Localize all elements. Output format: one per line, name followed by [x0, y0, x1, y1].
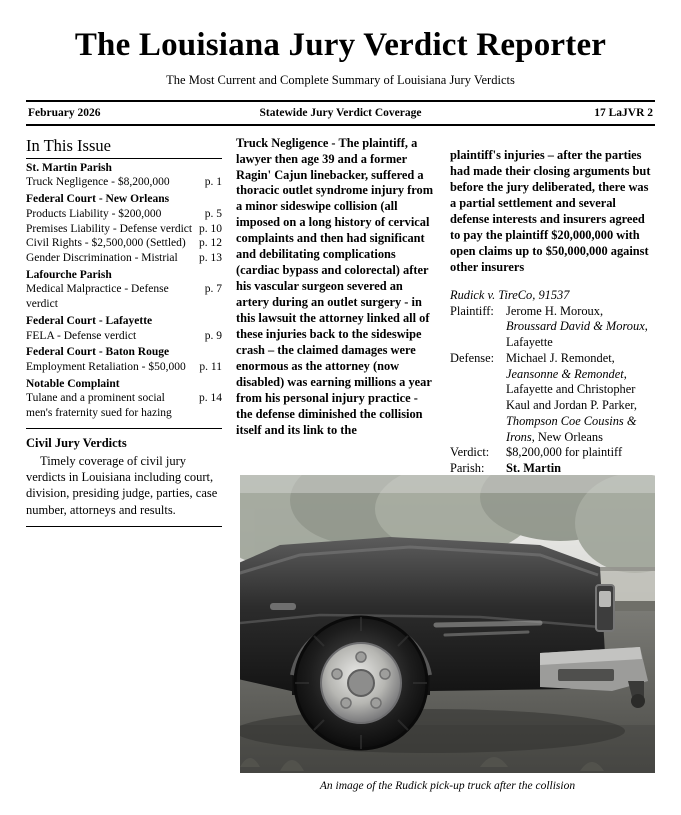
toc-item-page: p. 7: [204, 283, 222, 296]
article-text-col3: plaintiff's injuries – after the parties had made their closing arguments but before the jury deliberated, there was a partial settlement and several defense interests and insurers agreed to pay the plaintiff $20,000,000 with open claims up to $50,000,000 against other insurers: [450, 148, 651, 274]
toc-section: St. Martin Parish: [26, 161, 112, 174]
page-title: The Louisiana Jury Verdict Reporter: [74, 27, 607, 63]
toc-item-page: p. 12: [199, 237, 222, 250]
civil-verdicts-body: Timely coverage of civil jury verdicts in Louisiana including court, division, presiding judge, parties, case number, attorneys and results.: [26, 453, 218, 517]
column-toc: [26, 136, 222, 527]
toc-item[interactable]: [26, 251, 222, 266]
table-of-contents: [26, 161, 222, 421]
toc-item-label: FELA - Defense verdict: [26, 329, 137, 342]
toc-item-page: p. 9: [204, 329, 222, 342]
article-body-left: [236, 136, 436, 439]
case-label-defense: Defense:: [450, 350, 495, 365]
toc-item-label: Gender Discrimination - Mistrial: [26, 251, 178, 264]
in-this-issue-heading: In This Issue: [26, 136, 222, 159]
toc-item-label: Tulane and a prominent social men's fraternity sued for hazing: [26, 392, 172, 420]
toc-section: Federal Court - New Orleans: [26, 193, 170, 206]
divider-civil: [26, 526, 222, 527]
content-columns: [26, 136, 655, 527]
case-label-verdict: Verdict:: [450, 445, 490, 460]
toc-section: Notable Complaint: [26, 377, 120, 390]
toc-section: Federal Court - Lafayette: [26, 314, 153, 327]
case-value-plaintiff: Jerome H. Moroux, Broussard David & Moroux, Lafayette: [506, 303, 648, 350]
issue-date: February 2026: [28, 106, 101, 119]
case-value-verdict: $8,200,000 for plaintiff: [506, 445, 623, 460]
toc-item[interactable]: [26, 360, 222, 375]
toc-item-label: Truck Negligence - $8,200,000: [26, 176, 170, 189]
divider-toc: [26, 428, 222, 429]
toc-item[interactable]: [26, 329, 222, 344]
issue-bar: [26, 102, 655, 124]
case-label-plaintiff: Plaintiff:: [450, 303, 494, 318]
toc-item[interactable]: [26, 282, 222, 311]
toc-item[interactable]: [26, 236, 222, 251]
article-text-col2: The plaintiff, a lawyer then age 39 and a former Ragin' Cajun linebacker, suffered a thoracic outlet syndrome injury from a minor sideswipe collision (all imposed on a long history of cervical complaints and then had significant and debilitating complications (cardiac bypass and colorectal) after his vascular surgeon severed an artery during an outlet surgery - in this lawsuit the attorney linked all of these injuries back to the sideswipe crash – the claimed damages were enormous as the attorney (now disabled) was earning millions a year from his personal injury practice - the defense diminished the collision itself and its link to the: [236, 135, 434, 437]
photo-block: [240, 475, 655, 792]
toc-item-page: p. 11: [199, 360, 222, 373]
toc-item[interactable]: [26, 175, 222, 190]
toc-item-label: Products Liability - $200,000: [26, 207, 162, 220]
toc-item-label: Employment Retaliation - $50,000: [26, 360, 186, 373]
case-label-parish: Parish:: [450, 461, 485, 476]
divider-issue-bar: [26, 124, 655, 126]
case-value-defense: Michael J. Remondet, Jeansonne & Remondet, Lafayette and Christopher Kaul and Jordan P. Parker, Thompson Coe Cousins & Irons, New Orleans: [506, 350, 637, 444]
civil-verdicts-heading: Civil Jury Verdicts: [26, 435, 127, 450]
toc-section: Lafourche Parish: [26, 268, 112, 281]
photo-caption: An image of the Rudick pick-up truck after the collision: [319, 780, 576, 792]
toc-item-page: p. 1: [204, 176, 222, 189]
toc-item-label: Medical Malpractice - Defense verdict: [26, 283, 169, 311]
toc-item-page: p. 13: [199, 251, 222, 264]
issue-volume: 17 LaJVR 2: [594, 106, 653, 119]
toc-item[interactable]: [26, 391, 222, 420]
toc-item-label: Civil Rights - $2,500,000 (Settled): [26, 237, 186, 250]
toc-item-page: p. 14: [199, 392, 222, 405]
column-article: [236, 136, 436, 527]
case-citation: Rudick v. TireCo, 91537: [450, 287, 570, 302]
toc-item-page: p. 10: [199, 222, 222, 235]
case-value-parish: St. Martin: [506, 461, 562, 476]
column-case: [450, 136, 655, 527]
truck-photo: [240, 475, 655, 773]
toc-item-label: Premises Liability - Defense verdict: [26, 222, 193, 235]
case-row: [450, 445, 655, 461]
issue-coverage: Statewide Jury Verdict Coverage: [259, 106, 422, 119]
toc-section: Federal Court - Baton Rouge: [26, 346, 170, 359]
case-row: [450, 304, 655, 351]
masthead-subtitle: The Most Current and Complete Summary of Louisiana Jury Verdicts: [166, 72, 515, 87]
case-row: [450, 351, 655, 446]
toc-item[interactable]: [26, 222, 222, 237]
article-headline: Truck Negligence -: [236, 135, 339, 150]
truck-photo-illustration: [240, 475, 655, 773]
toc-item[interactable]: [26, 207, 222, 222]
toc-item-page: p. 5: [204, 207, 222, 220]
